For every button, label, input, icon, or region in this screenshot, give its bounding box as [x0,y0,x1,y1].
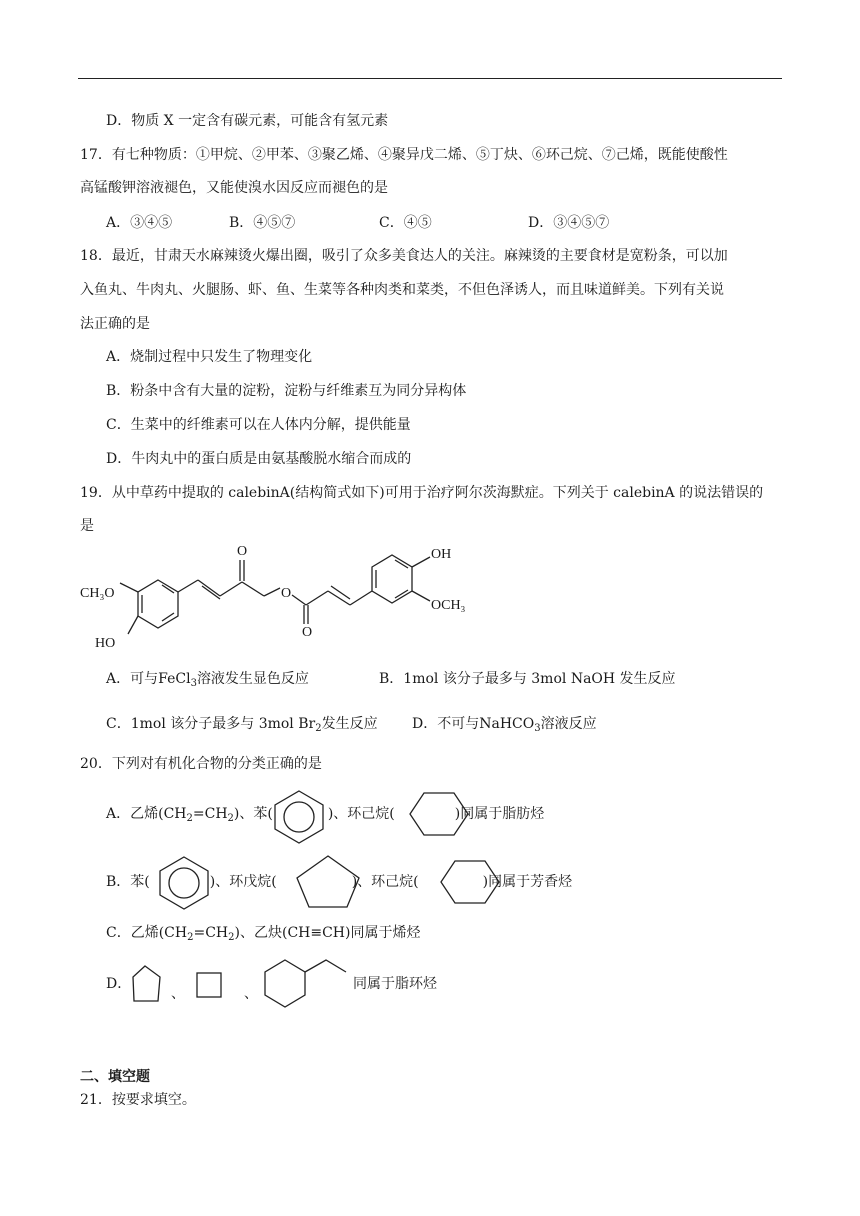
q20-stem: 20．下列对有机化合物的分类正确的是 [80,756,322,772]
q20-option-c: C．乙烯$(CH_2=CH_2)$、乙炔(CH≡CH)同属于烯烃 [106,925,421,943]
q21-stem: 21．按要求填空。 [80,1092,196,1108]
q20-option-d-separator-2: 、 [244,986,258,1002]
header-rule [78,78,782,79]
struct-ketone-o-label: O [237,544,248,559]
q18-option-d: D．牛肉丸中的蛋白质是由氨基酸脱水缩合而成的 [106,451,412,467]
q18-stem-line3: 法正确的是 [80,316,150,332]
q19-option-b: B．1mol 该分子最多与 3mol NaOH 发生反应 [379,671,676,687]
q17-option-a: A．③④⑤ [106,215,173,231]
q19-stem-line2: 是 [80,518,94,534]
struct-ho-label: HO [95,636,116,651]
q18-option-c: C．生菜中的纤维素可以在人体内分解，提供能量 [106,417,411,433]
q20-option-d-label: D． [106,976,132,992]
struct-ch3o-label: CH₃O [80,586,115,601]
section-title: 二、填空题 [80,1069,150,1085]
q19-option-d: D．不可与NaHCO$_3$溶液反应 [412,716,597,734]
q18-option-b: B．粉条中含有大量的淀粉，淀粉与纤维素互为同分异构体 [106,383,467,399]
struct-ester-o-label: O [281,586,292,601]
q17-stem-line2: 高锰酸钾溶液褪色，又能使溴水因反应而褪色的是 [80,180,388,196]
q20-option-a: A．乙烯$(CH_2=CH_2)$、苯( )、环己烷( )同属于脂肪烃 [106,806,545,824]
q20-option-b: B．苯( )、环戊烷( )、环己烷( )同属于芳香烃 [106,874,573,890]
q17-option-c: C．④⑤ [379,215,432,231]
q20-option-d-text: 同属于脂环烃 [353,976,437,992]
q19-option-c: C．1mol 该分子最多与 3mol $Br_2$发生反应 [106,716,378,734]
q20-option-d-separator-1: 、 [171,986,185,1002]
struct-carbonyl-o-label: O [302,625,313,640]
q19-option-a: A．可与FeCl$_3$溶液发生显色反应 [106,671,309,689]
q18-stem-line1: 18．最近，甘肃天水麻辣烫火爆出圈，吸引了众多美食达人的关注。麻辣烫的主要食材是宽粉条，可以加 [80,248,728,264]
struct-oh-label: OH [431,547,452,562]
q16-option-d: D．物质 X 一定含有碳元素，可能含有氢元素 [106,113,389,129]
struct-och3-label: OCH₃ [431,598,466,613]
q17-stem-line1: 17．有七种物质：①甲烷、②甲苯、③聚乙烯、④聚异戊二烯、⑤丁炔、⑥环己烷、⑦己烯，既能使酸性 [80,147,728,163]
q17-option-d: D．③④⑤⑦ [528,215,610,231]
q18-stem-line2: 入鱼丸、牛肉丸、火腿肠、虾、鱼、生菜等各种肉类和菜类，不但色泽诱人，而且味道鲜美。下列有关说 [80,282,724,298]
q17-option-b: B．④⑤⑦ [229,215,296,231]
q19-stem-line1: 19．从中草药中提取的 calebinA(结构简式如下)可用于治疗阿尔茨海默症。下列关于 calebinA 的说法错误的 [80,485,764,501]
q18-option-a: A．烧制过程中只发生了物理变化 [106,349,313,365]
